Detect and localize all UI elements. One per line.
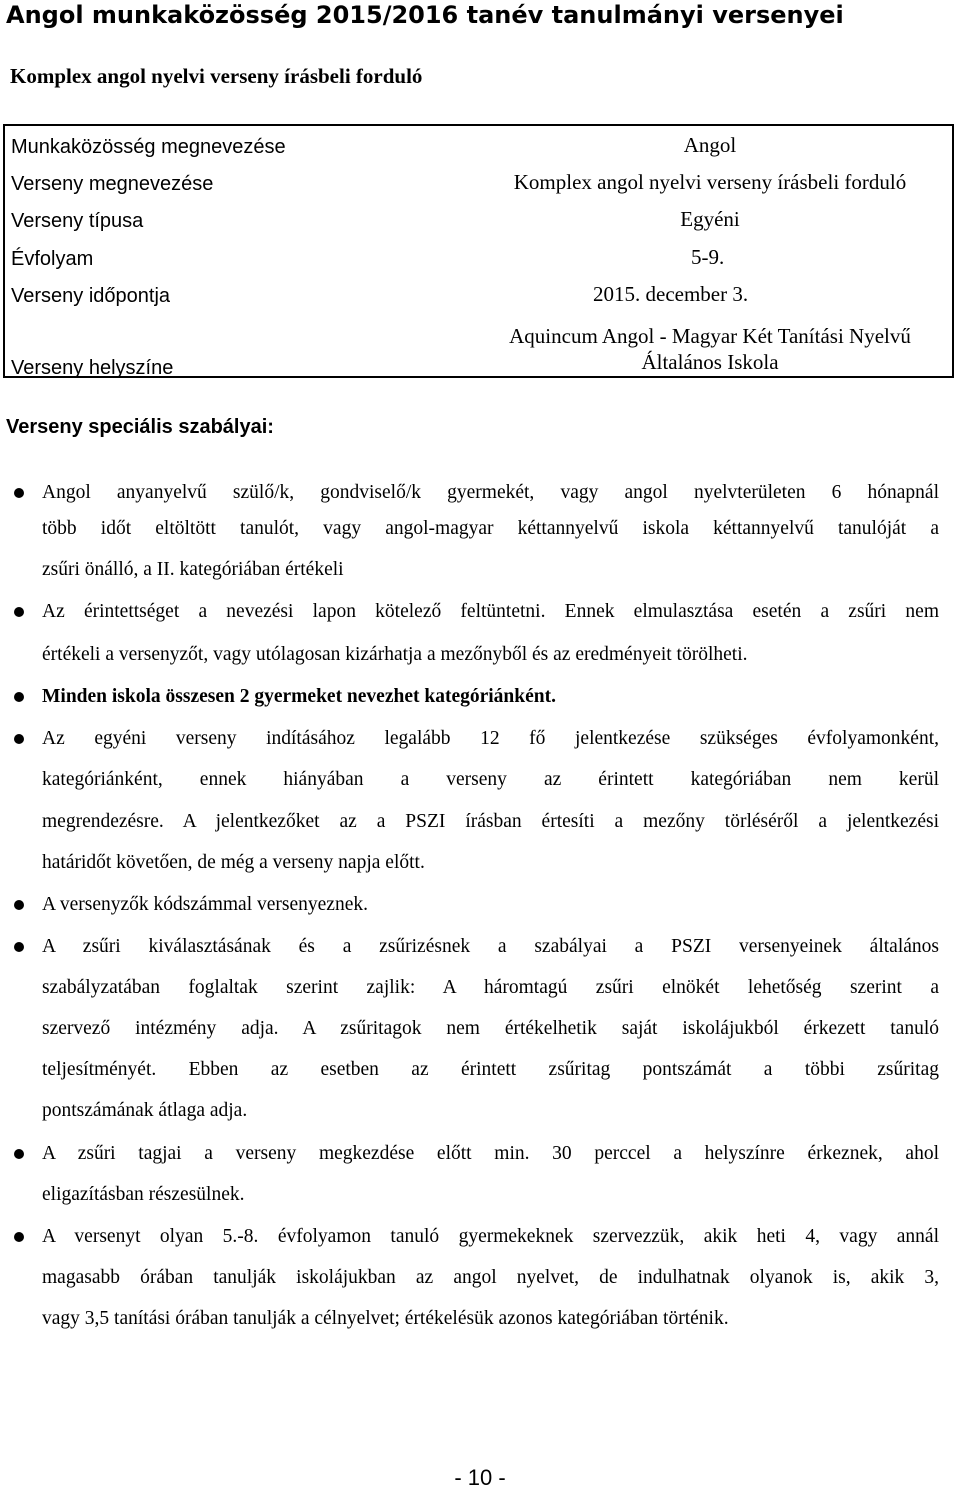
info-value: Általános Iskola bbox=[641, 350, 779, 374]
info-label: Évfolyam bbox=[11, 248, 94, 270]
bullet-icon bbox=[14, 1149, 24, 1159]
rule-line: A versenyzők kódszámmal versenyeznek. bbox=[42, 894, 368, 915]
rule-line: vagy 3,5 tanítási órában tanulják a célnyelvet; értékelésük azonos kategóriában történik. bbox=[42, 1308, 729, 1329]
rule-line: A versenyt olyan 5.-8. évfolyamon tanuló gyermekeknek szervezzük, akik heti 4, vagy annál bbox=[42, 1226, 939, 1247]
rule-line: értékeli a versenyzőt, vagy utólagosan kizárhatja a mezőnyből és az eredményeit törölheti. bbox=[42, 644, 748, 665]
rule-line: eligazításban részesülnek. bbox=[42, 1184, 245, 1205]
info-value: Komplex angol nyelvi verseny írásbeli forduló bbox=[513, 170, 907, 194]
rule-line: Az érintettséget a nevezési lapon kötelező feltüntetni. Ennek elmulasztása esetén a zsűri nem bbox=[42, 601, 939, 622]
subtitle: Komplex angol nyelvi verseny írásbeli forduló bbox=[10, 64, 423, 88]
bullet-icon bbox=[14, 488, 24, 498]
rule-line: zsűri önálló, a II. kategóriában értékeli bbox=[42, 559, 344, 580]
rule-line: teljesítményét. Ebben az esetben az érintett zsűritag pontszámát a többi zsűritag bbox=[42, 1059, 939, 1080]
info-label: Verseny időpontja bbox=[11, 285, 171, 307]
rule-line: szabályzatában foglaltak szerint zajlik: A háromtagú zsűri elnökét lehetőség szerint a bbox=[42, 977, 939, 998]
rule-line: szervező intézmény adja. A zsűritagok nem értékelhetik saját iskolájukból érkezett tanuló bbox=[42, 1018, 939, 1039]
bullet-icon bbox=[14, 942, 24, 952]
info-value: 2015. december 3. bbox=[593, 282, 749, 306]
rule-line: pontszámának átlaga adja. bbox=[42, 1100, 248, 1121]
rule-line: Angol anyanyelvű szülő/k, gondviselő/k gyermekét, vagy angol nyelvterületen 6 hónapnál bbox=[42, 482, 939, 503]
info-label: Verseny típusa bbox=[11, 210, 144, 232]
info-label: Munkaközösség megnevezése bbox=[11, 136, 286, 158]
page-number: - 10 - bbox=[454, 1465, 506, 1490]
rule-line: Minden iskola összesen 2 gyermeket nevezhet kategóriánként. bbox=[42, 686, 556, 707]
info-value: 5-9. bbox=[691, 245, 725, 269]
rule-line: magasabb órában tanulják iskolájukban az angol nyelvet, de indulhatnak olyanok is, akik 3, bbox=[42, 1267, 939, 1288]
info-value: Aquincum Angol - Magyar Két Tanítási Nyelvű bbox=[509, 324, 911, 348]
bullet-icon bbox=[14, 692, 24, 702]
bullet-icon bbox=[14, 734, 24, 744]
rule-line: határidőt követően, de még a verseny napja előtt. bbox=[42, 852, 425, 873]
info-label: Verseny helyszíne bbox=[11, 357, 174, 379]
info-value: Egyéni bbox=[680, 207, 740, 231]
rules-heading: Verseny speciális szabályai: bbox=[6, 416, 274, 438]
info-value: Angol bbox=[683, 133, 737, 157]
rule-line: több időt eltöltött tanulót, vagy angol-magyar kéttannyelvű iskola kéttannyelvű tanulóját a bbox=[42, 518, 939, 539]
rule-line: megrendezésre. A jelentkezőket az a PSZI írásban értesíti a mezőny törléséről a jelentkezési bbox=[42, 811, 939, 832]
rule-line: A zsűri kiválasztásának és a zsűrizésnek a szabályai a PSZI versenyeinek általános bbox=[42, 936, 939, 957]
bullet-icon bbox=[14, 1232, 24, 1242]
bullet-icon bbox=[14, 607, 24, 617]
bullet-icon bbox=[14, 900, 24, 910]
rule-line: Az egyéni verseny indításához legalább 12 fő jelentkezése szükséges évfolyamonként, bbox=[42, 728, 939, 749]
rule-line: kategóriánként, ennek hiányában a verseny az érintett kategóriában nem kerül bbox=[42, 769, 939, 790]
info-label: Verseny megnevezése bbox=[11, 173, 214, 195]
page-title: Angol munkaközösség 2015/2016 tanév tanulmányi versenyei bbox=[6, 1, 844, 29]
rule-line: A zsűri tagjai a verseny megkezdése előtt min. 30 perccel a helyszínre érkeznek, ahol bbox=[42, 1143, 939, 1164]
info-table bbox=[3, 124, 954, 378]
